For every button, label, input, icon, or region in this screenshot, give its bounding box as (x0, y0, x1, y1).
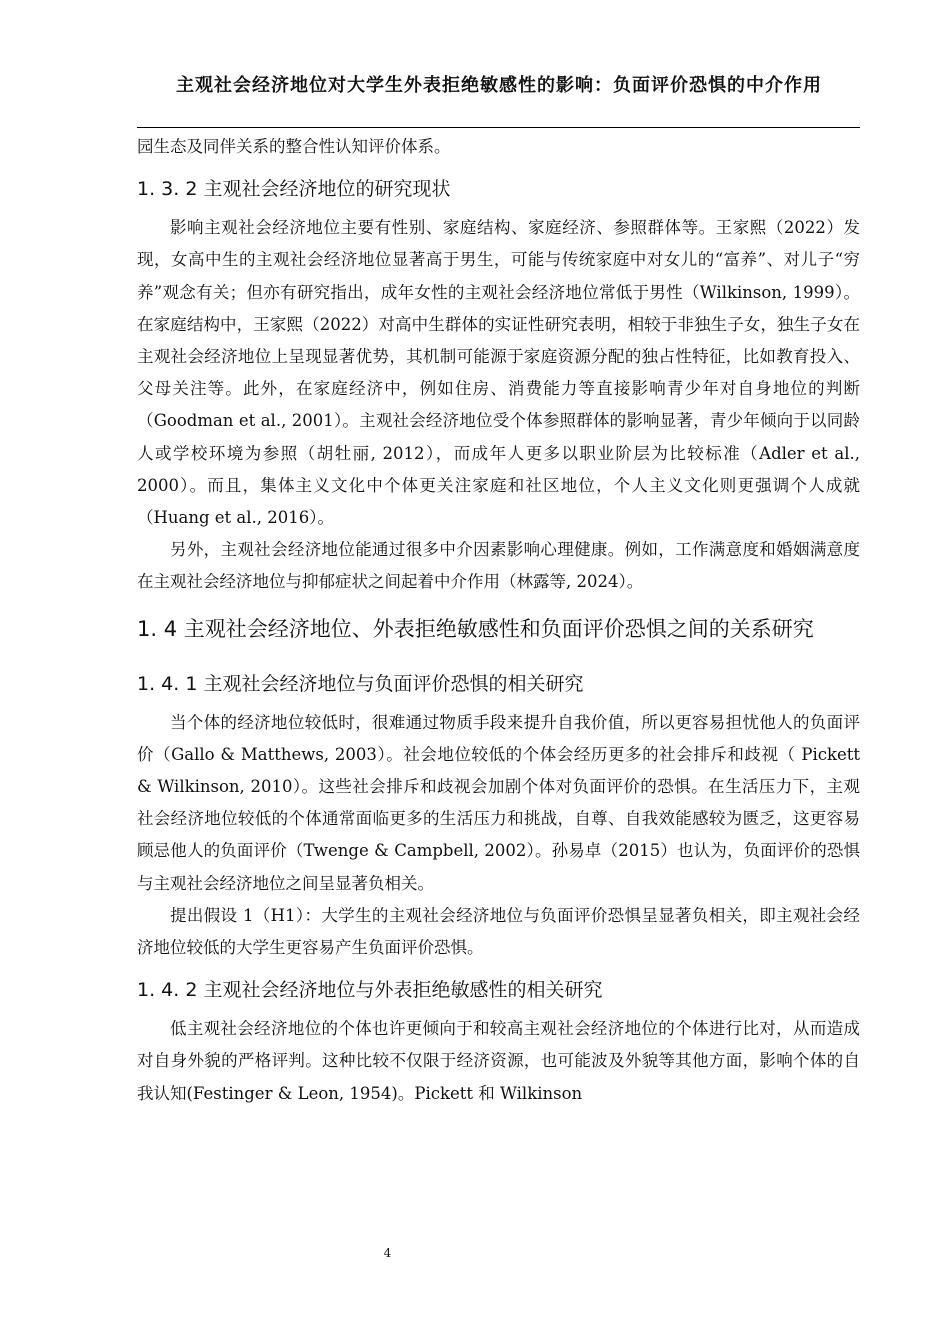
paragraph-continuation: 园生态及同伴关系的整合性认知评价体系。 (137, 137, 451, 156)
page-body (137, 131, 860, 1110)
paragraph: 另外，主观社会经济地位能通过很多中介因素影响心理健康。例如，工作满意度和婚姻满意度在主观社会经济地位与抑郁症状之间起着中介作用（林露等, 2024）。 (137, 540, 860, 592)
running-header: 主观社会经济地位对大学生外表拒绝敏感性的影响：负面评价恐惧的中介作用 (176, 75, 822, 96)
paragraph: 影响主观社会经济地位主要有性别、家庭结构、家庭经济、参照群体等。王家熙（2022）发现，女高中生的主观社会经济地位显著高于男生，可能与传统家庭中对女儿的“富养”、对儿子“穷养”观念有关；但亦有研究指出，成年女性的主观社会经济地位常低于男性（Wilkinson, 1999）。在家庭结构中，王家熙（2022）对高中生群体的实证性研究表明，相较于非独生子女，独生子女在主观社会经济地位上呈现显著优势，其机制可能源于家庭资源分配的独占性特征，比如教育投入、父母关注等。此外，在家庭经济中，例如住房、消费能力等直接影响青少年对自身地位的判断（Goodman et al., 2001）。主观社会经济地位受个体参照群体的影响显著，青少年倾向于以同龄人或学校环境为参照（胡牡丽, 2012），而成年人更多以职业阶层为比较标准（Adler et al., 2000）。而且，集体主义文化中个体更关注家庭和社区地位，个人主义文化则更强调个人成就（Huang et al., 2016）。 (137, 218, 860, 528)
hypothesis-paragraph: 提出假设 1（H1）：大学生的主观社会经济地位与负面评价恐惧呈显著负相关，即主观社会经济地位较低的大学生更容易产生负面评价恐惧。 (137, 905, 860, 958)
section-heading-1-4-2: 1. 4. 2 主观社会经济地位与外表拒绝敏感性的相关研究 (137, 979, 603, 1002)
section-heading-1-4: 1. 4 主观社会经济地位、外表拒绝敏感性和负面评价恐惧之间的关系研究 (137, 616, 814, 641)
paragraph: 低主观社会经济地位的个体也许更倾向于和较高主观社会经济地位的个体进行比对，从而造成对自身外貌的严格评判。这种比较不仅限于经济资源，也可能波及外貌等其他方面，影响个体的自我认知(Festinger & Leon, 1954)。Pickett 和 Wilkinson (137, 1019, 860, 1103)
paragraph: 当个体的经济地位较低时，很难通过物质手段来提升自我价值，所以更容易担忧他人的负面评价（Gallo & Matthews, 2003）。社会地位较低的个体会经历更多的社会排斥和歧视（ Pickett & Wilkinson, 2010）。这些社会排斥和歧视会加剧个体对负面评价的恐惧。在生活压力下，主观社会经济地位较低的个体通常面临更多的生活压力和挑战，自尊、自我效能感较为匮乏，这更容易顾忌他人的负面评价（Twenge & Campbell, 2002）。孙易卓（2015）也认为，负面评价的恐惧与主观社会经济地位之间呈显著负相关。 (137, 712, 860, 893)
page-number: 4 (383, 1246, 392, 1260)
section-heading-1-3-2: 1. 3. 2 主观社会经济地位的研究现状 (137, 178, 451, 201)
section-heading-1-4-1: 1. 4. 1 主观社会经济地位与负面评价恐惧的相关研究 (137, 672, 584, 695)
header-divider (137, 127, 860, 128)
